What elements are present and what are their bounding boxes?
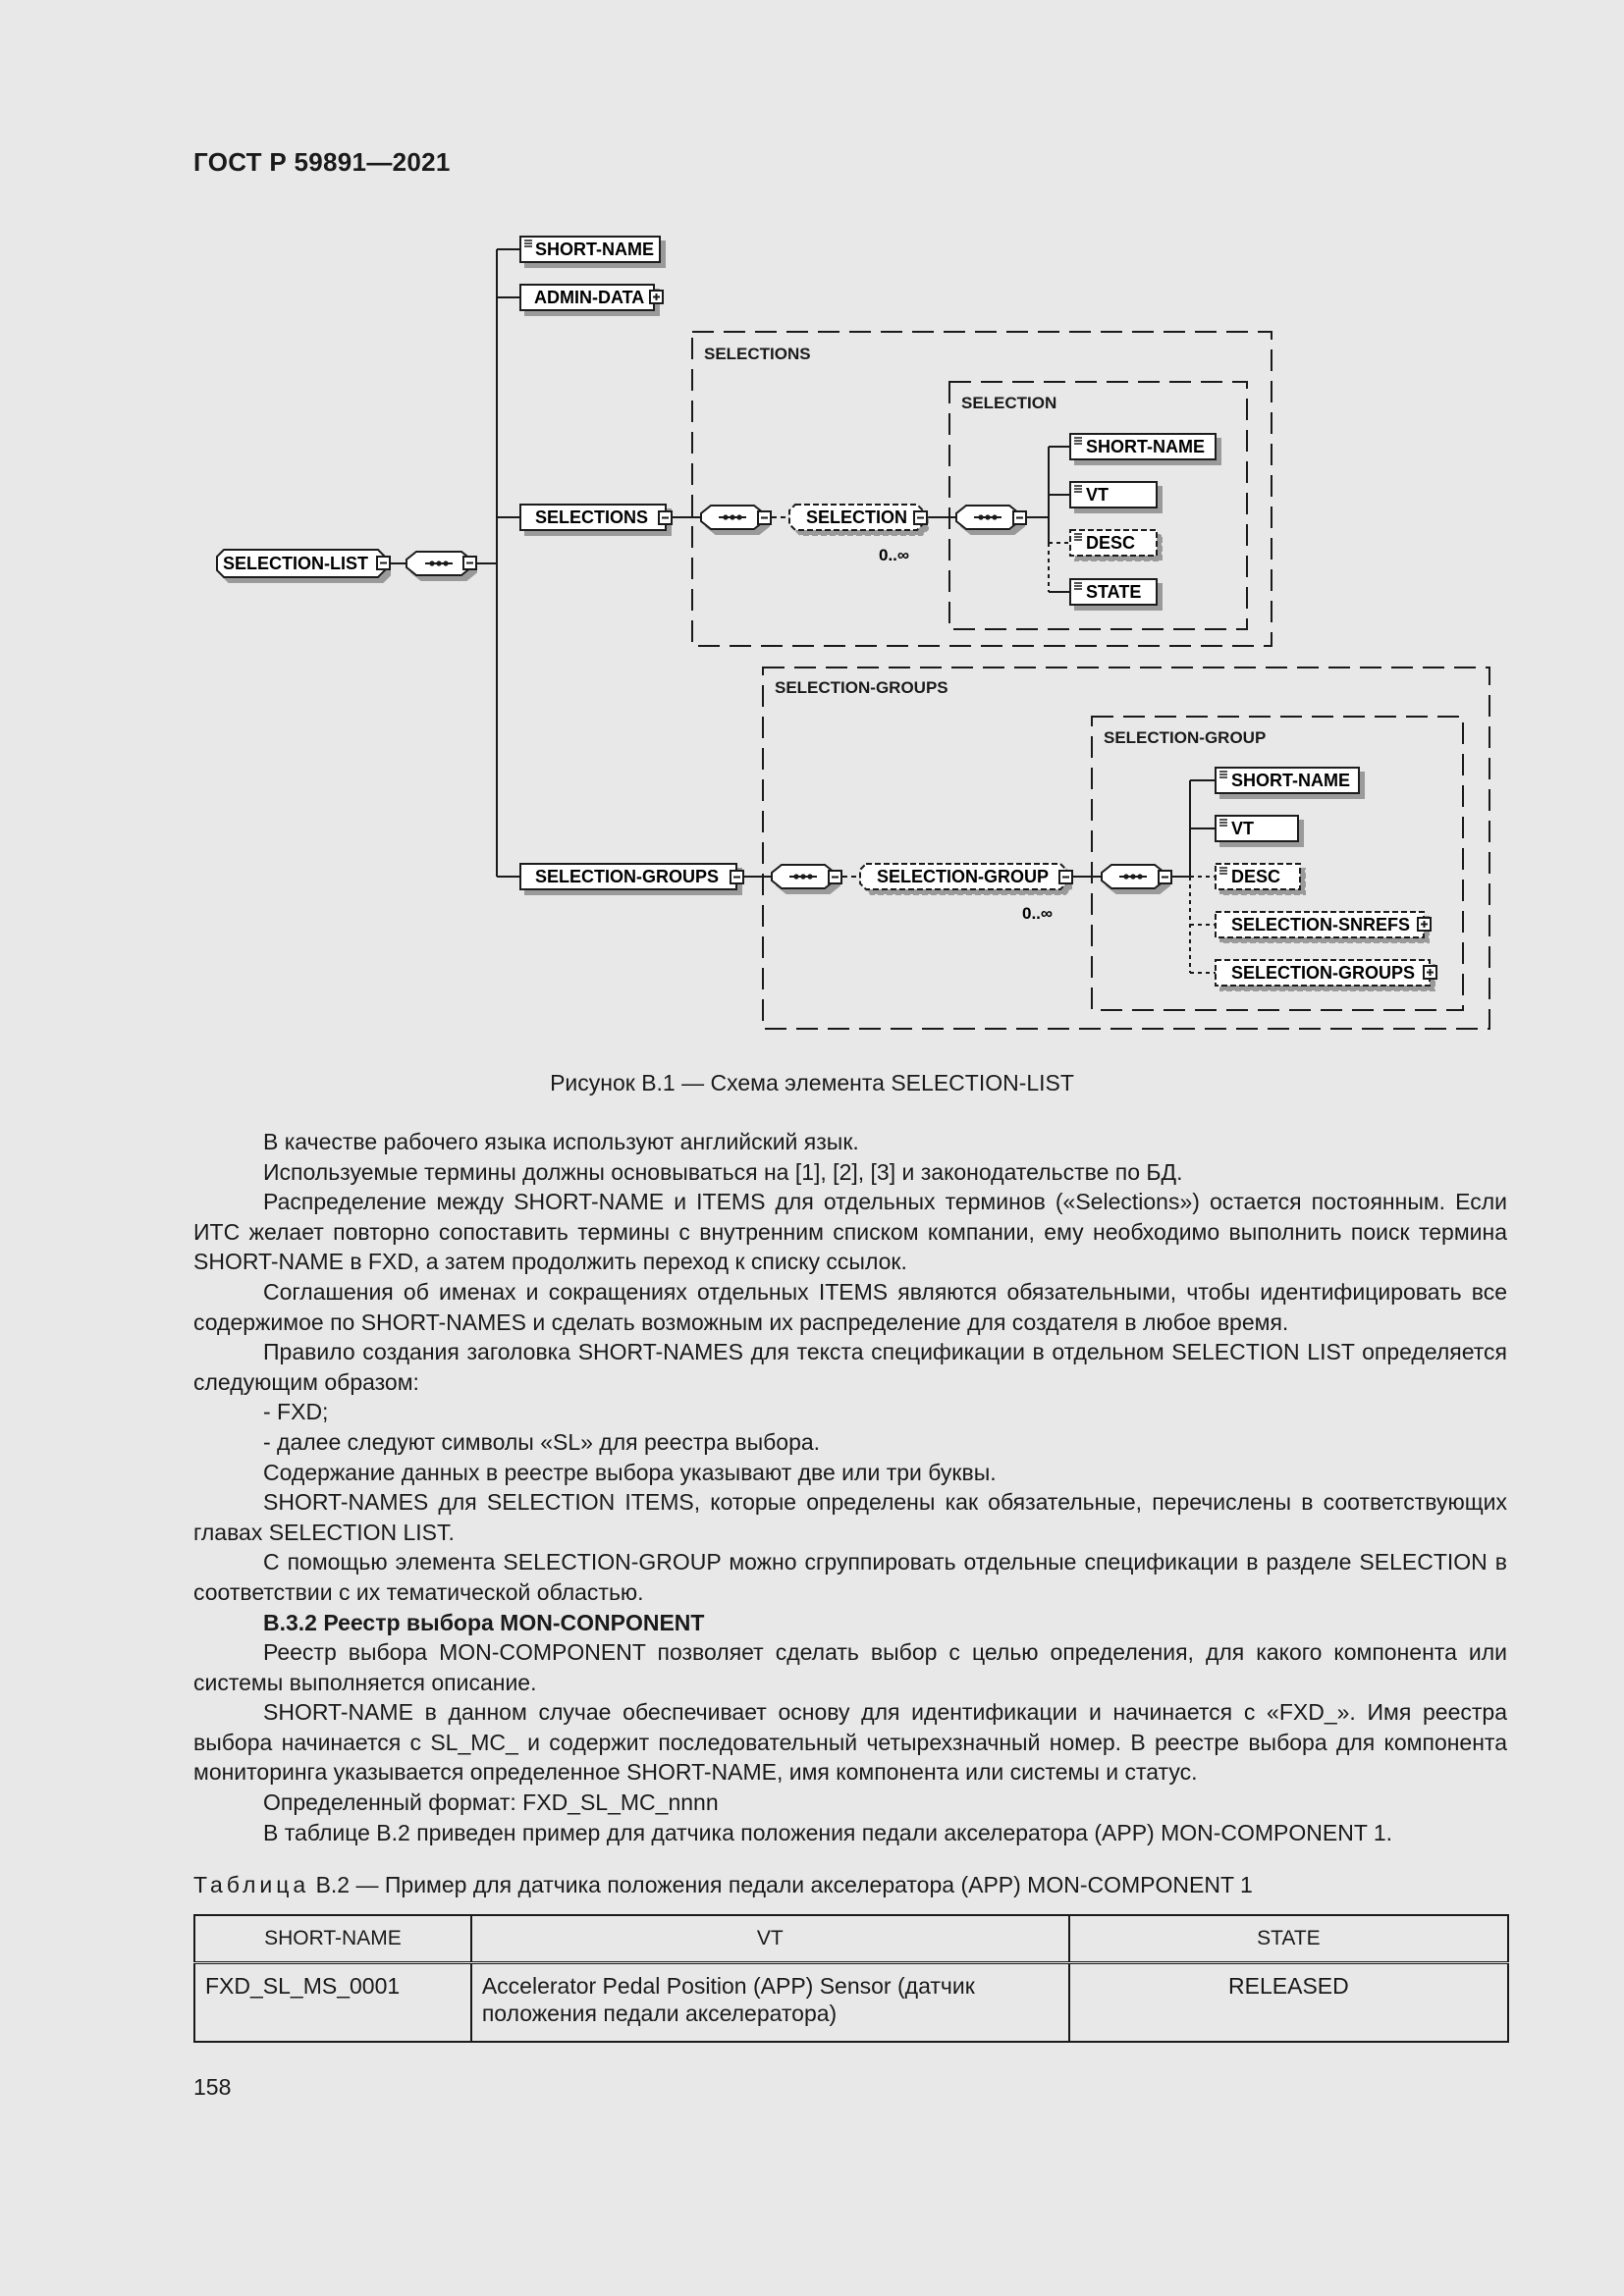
selection-short-name-label: SHORT-NAME [1086,437,1205,456]
column-header: STATE [1069,1915,1508,1963]
selection-list-label: SELECTION-LIST [223,554,368,573]
paragraph: В таблице В.2 приведен пример для датчика положения педали акселератора (APP) MON-COMPONENT 1. [263,1819,1393,1845]
group-vt-label: VT [1231,819,1255,838]
page-number: 158 [193,2074,232,2100]
collapse-icon [1059,871,1072,883]
column-header: SHORT-NAME [194,1915,471,1963]
paragraph: SHORT-NAMES для SELECTION ITEMS, которые определены как обязательные, перечислены в соответствующих главах SELECTION LIST. [193,1489,1507,1545]
collapse-icon [829,871,841,883]
table-row [194,1963,1508,2043]
collapse-icon [659,511,672,524]
paragraph: В качестве рабочего языка используют английский язык. [263,1129,859,1154]
table-cell: FXD_SL_MS_0001 [194,1963,471,2043]
section-heading: В.3.2 Реестр выбора MON-CONPONENT [263,1609,705,1635]
selection-desc-label: DESC [1086,533,1136,553]
paragraph: SHORT-NAME в данном случае обеспечивает основу для идентификации и начинается с «FXD_». Имя реестра выбора начинается с SL_MC_ и содержит последовательный четырехзначный номер. В реестре выбора для компонента мониторинга указывается определенное SHORT-NAME, имя компонента или системы и статус. [193,1699,1507,1786]
selections-label: SELECTIONS [535,507,649,527]
group-vt-element [1216,816,1298,841]
collapse-icon [1159,871,1171,883]
list-item: - FXD; [263,1399,329,1425]
selection-group-box-title: SELECTION-GROUP [1104,728,1267,747]
table-cell: Accelerator Pedal Position (APP) Sensor (датчик положения педали акселератора) [471,1963,1069,2043]
paragraph: Реестр выбора MON-COMPONENT позволяет сделать выбор с целью определения, для какого компонента или системы выполняется описание. [193,1639,1507,1695]
collapse-icon [758,511,771,524]
list-item: - далее следуют символы «SL» для реестра выбора. [263,1428,821,1455]
table-header-row [194,1915,1508,1963]
selection-groups-box-title: SELECTION-GROUPS [775,678,948,697]
selection-list-schema-diagram [0,0,1624,1060]
admin-data-label: ADMIN-DATA [534,288,645,307]
short-name-label: SHORT-NAME [535,240,654,259]
body-text [193,1127,1507,1847]
selection-group-label: SELECTION-GROUP [877,867,1050,886]
selection-multiplicity: 0..∞ [879,546,910,564]
collapse-icon [914,511,927,524]
selection-label: SELECTION [806,507,908,527]
selection-snrefs-label: SELECTION-SNREFS [1231,915,1411,934]
selections-box-title: SELECTIONS [704,345,811,363]
selection-vt-element [1070,482,1157,507]
selection-box-title: SELECTION [961,394,1057,412]
paragraph: Распределение между SHORT-NAME и ITEMS для отдельных терминов («Selections») остается постоянным. Если ИТС желает повторно сопоставить термины с внутренним списком компании, ему необходимо выполнить поиск термина SHORT-NAME в FXD, а затем продолжить переход к списку ссылок. [193,1189,1507,1275]
paragraph: С помощью элемента SELECTION-GROUP можно сгруппировать отдельные спецификации в разделе SELECTION в соответствии с их тематической областью. [193,1549,1507,1605]
document-header: ГОСТ Р 59891—2021 [193,147,451,177]
paragraph: Правило создания заголовка SHORT-NAMES для текста спецификации в отдельном SELECTION LIST определяется следующим образом: [193,1339,1507,1395]
table-label: Таблица [193,1872,310,1897]
collapse-icon [1013,511,1026,524]
collapse-icon [731,871,743,883]
expand-icon [650,291,663,303]
collapse-icon [377,557,390,569]
table-cell: RELEASED [1069,1963,1508,2043]
paragraph: Используемые термины должны основываться на [1], [2], [3] и законодательстве по БД. [263,1158,1183,1185]
expand-icon [1424,966,1436,979]
expand-icon [1418,918,1431,931]
paragraph: Содержание данных в реестре выбора указывают две или три буквы. [263,1459,997,1485]
group-desc-label: DESC [1231,867,1281,886]
selection-groups-label: SELECTION-GROUPS [535,867,720,886]
column-header: VT [471,1915,1069,1963]
paragraph: Определенный формат: FXD_SL_MC_nnnn [263,1789,719,1816]
nested-selection-groups-label: SELECTION-GROUPS [1231,963,1416,983]
table-title-text: В.2 — Пример для датчика положения педали акселератора (APP) MON-COMPONENT 1 [309,1872,1253,1897]
table-title [193,1872,1253,1898]
paragraph: Соглашения об именах и сокращениях отдельных ITEMS являются обязательными, чтобы идентифицировать все содержимое по SHORT-NAMES и сделать возможным их распределение для создателя в любое время. [193,1278,1507,1335]
selections-group-box [692,332,1272,646]
spec-table [193,1914,1509,2043]
selection-group-multiplicity: 0..∞ [1022,904,1054,923]
selection-state-label: STATE [1086,582,1142,602]
selection-vt-label: VT [1086,485,1110,505]
figure-caption: Рисунок В.1 — Схема элемента SELECTION-LIST [550,1070,1074,1095]
group-short-name-label: SHORT-NAME [1231,771,1350,790]
collapse-icon [463,557,476,569]
